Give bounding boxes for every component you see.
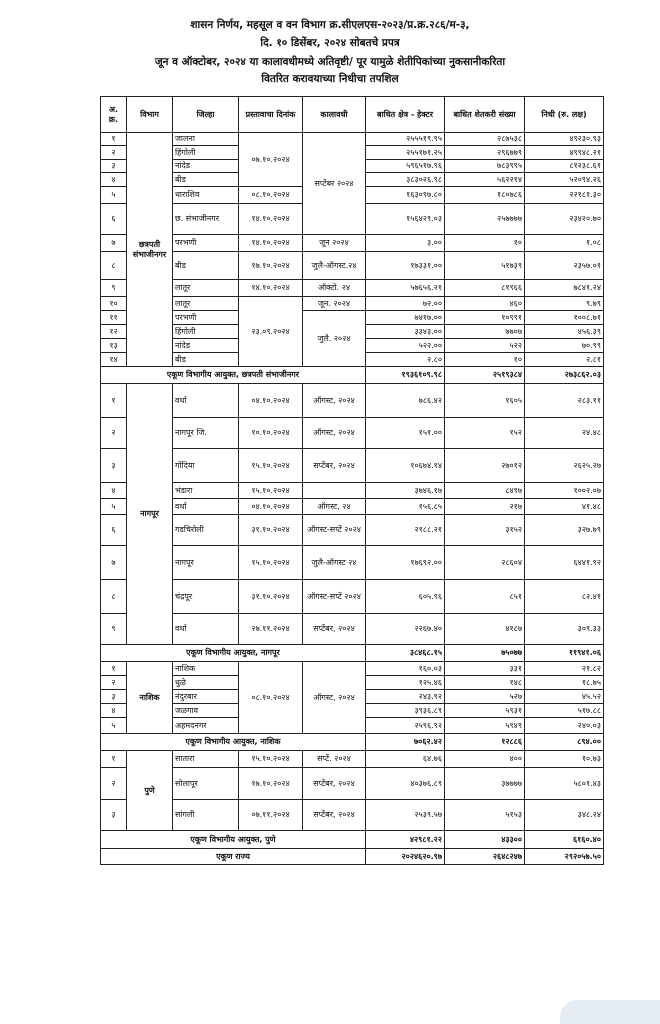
cell-sr: ४ [101,173,127,187]
cell-district: नागपूर [173,546,239,580]
col-header-period: कालावधी [303,97,366,133]
total-label: एकूण विभागीय आयुक्त, नाशिक [101,734,366,751]
cell-sr: २ [101,768,127,800]
cell-fund: ३२७.७९ [525,515,604,546]
cell-date: १४.१०.२०२४ [239,235,303,252]
cell-district: परभणी [173,235,239,252]
cell-sr: १ [101,384,127,418]
cell-fund: ४५.५२ [525,690,604,704]
total-fund: २७३८६२.०३ [525,367,604,384]
cell-farmers: ८१९६६ [445,280,525,297]
cell-date: ३१.१०.२०२४ [239,580,303,614]
cell-sr: २ [101,676,127,690]
cell-period: सप्टेंबर, २०२४ [303,614,366,645]
cell-sr: २ [101,418,127,449]
cell-district: वर्धा [173,499,239,515]
cell-farmers: १० [445,353,525,367]
cell-area: २५३९.५७ [366,800,445,831]
cell-farmers: ५१५३ [445,800,525,831]
cell-fund: १००८.७१ [525,311,604,325]
cell-area: ५२२.०० [366,339,445,353]
cell-district: हिंगोली [173,146,239,160]
header-line-4: वितरित करावयाच्या निधीचा तपशिल [261,73,399,85]
division-total-row [101,367,604,384]
table-row [101,800,604,831]
cell-district: धुळे [173,676,239,690]
cell-period [303,483,366,499]
cell-fund: २३४२०.७० [525,204,604,235]
table-row [101,580,604,614]
table-row [101,662,604,676]
division-name: नाशिक [127,662,173,734]
header-line-3: जून व ऑक्टोबर, २०२४ या कालावधीमध्ये अतिवृष्टी/ पूर यामुळे शेतीपिकांच्या नुकसानीकरिता [154,56,506,68]
cell-area: १६३०९७.८० [366,187,445,204]
cell-date: १७.१०.२०२४ [239,252,303,280]
state-total-area: २०२४६२०.९७ [366,849,445,865]
cell-district: सांगली [173,800,239,831]
cell-sr: ९ [101,280,127,297]
cell-fund: ९.७९ [525,297,604,311]
cell-area: ३८३०२६.९८ [366,173,445,187]
cell-date: ३१.१०.२०२४ [239,515,303,546]
cell-fund: २३५७.०१ [525,252,604,280]
table-row [101,297,604,311]
cell-area: २.८० [366,353,445,367]
cell-fund: ८१२३८.६१ [525,160,604,173]
cell-fund: ४५६.३९ [525,325,604,339]
total-fund: ८९४.०० [525,734,604,751]
table-row [101,311,604,325]
cell-district: चंद्रपूर [173,580,239,614]
cell-date: २३.०९.२०२४ [239,297,303,367]
col-header-farmers: बाधित शेतकरी संख्या [445,97,525,133]
cell-fund: २४०.०३ [525,718,604,734]
total-farmers: २५१९३८४ [445,367,525,384]
cell-district: वर्धा [173,384,239,418]
table-row [101,768,604,800]
total-label: एकूण विभागीय आयुक्त, पुणे [101,831,366,849]
col-header-date: प्रस्तावाचा दिनांक [239,97,303,133]
division-name: छत्रपती संभाजीनगर [127,133,173,367]
total-area: ३८४६८.१५ [366,645,445,662]
cell-area: ६४.७६ [366,751,445,768]
cell-farmers: ८४९७ [445,483,525,499]
cell-area: ७८६.४२ [366,384,445,418]
cell-date: १०.१०.२०२४ [239,418,303,449]
cell-district: जळगाव [173,704,239,718]
cell-date: १५.१०.२०२४ [239,483,303,499]
cell-sr: १ [101,751,127,768]
cell-district: नागपूर जि. [173,418,239,449]
cell-district: बीड [173,252,239,280]
cell-sr: ८ [101,252,127,280]
cell-district: सोलापूर [173,768,239,800]
cell-fund: २८३.११ [525,384,604,418]
cell-district: बीड [173,173,239,187]
cell-farmers: १८०७८६ [445,187,525,204]
cell-date: २७.११.२०२४ [239,614,303,645]
cell-farmers: ५६२२१४ [445,173,525,187]
cell-area: २५५१७१.२५ [366,146,445,160]
cell-fund: ८२.४१ [525,580,604,614]
cell-sr: ३ [101,690,127,704]
table-row [101,483,604,499]
cell-fund: २६२५.२७ [525,449,604,483]
cell-sr: ६ [101,515,127,546]
cell-farmers: १६०५ [445,384,525,418]
table-row [101,751,604,768]
cell-area: १५६.८५ [366,499,445,515]
state-total-fund: २९२०५७.५० [525,849,604,865]
state-total-farmers: २६४८२४७ [445,849,525,865]
cell-date: ०८.१०.२०२४ [239,662,303,734]
cell-sr: ३ [101,160,127,173]
cell-area: २५५५१९.९५ [366,133,445,146]
col-header-district: जिल्हा [173,97,239,133]
cell-area: १६०.०३ [366,662,445,676]
cell-district: जालना [173,133,239,146]
cell-period: सप्टेंबर, २०२४ [303,800,366,831]
cell-fund: ५१७.८८ [525,704,604,718]
cell-district: छ. संभाजीनगर [173,204,239,235]
cell-area: ३९३६.८९ [366,704,445,718]
cell-period: सप्टेंबर, २०२४ [303,449,366,483]
col-header-area: बाधित क्षेत्र - हेक्टर [366,97,445,133]
cell-area: १७६९२.०० [366,546,445,580]
total-fund: ११९४१.०६ [525,645,604,662]
cell-sr: १३ [101,339,127,353]
cell-area: २४३.९२ [366,690,445,704]
cell-area: ७४१७.०० [366,311,445,325]
cell-district: भंडारा [173,483,239,499]
cell-period: सप्टेंबर, २०२४ [303,768,366,800]
table-header-row [101,97,604,133]
cell-period: ऑगस्ट-सप्टें २०२४ [303,580,366,614]
cell-farmers: १४८ [445,676,525,690]
table-row [101,235,604,252]
cell-sr: ९ [101,614,127,645]
cell-period: जून. २०२४ [303,297,366,311]
cell-farmers: ४०० [445,751,525,768]
cell-period: जून २०२४ [303,235,366,252]
cell-date: १५.१०.२०२४ [239,751,303,768]
cell-farmers: ७७०७ [445,325,525,339]
division-name: नागपूर [127,384,173,645]
total-label: एकूण विभागीय आयुक्त, छत्रपती संभाजीनगर [101,367,366,384]
table-row [101,252,604,280]
division-name: पुणे [127,751,173,831]
cell-area: ७२.०० [366,297,445,311]
cell-sr: १ [101,662,127,676]
cell-fund: २२१८१.३० [525,187,604,204]
cell-sr: २ [101,146,127,160]
cell-period: ऑगस्ट, २४ [303,499,366,515]
cell-fund: ७०.९९ [525,339,604,353]
cell-period: ऑगस्ट, २०२४ [303,662,366,734]
cell-farmers: ५१७३९ [445,252,525,280]
cell-farmers: १५२ [445,418,525,449]
state-total-label: एकूण राज्य [101,849,366,865]
cell-district: गोंदिया [173,449,239,483]
cell-farmers: ३३१ [445,662,525,676]
cell-farmers: ३७७७७ [445,768,525,800]
cell-date: ०४.१०.२०२४ [239,384,303,418]
table-row [101,280,604,297]
cell-sr: ७ [101,546,127,580]
cell-farmers: २८७५३८ [445,133,525,146]
cell-sr: ५ [101,499,127,515]
cell-farmers: २८६०४ [445,546,525,580]
col-header-division: विभाग [127,97,173,133]
cell-area: २१८८.२१ [366,515,445,546]
cell-fund: १००२.०७ [525,483,604,499]
cell-district: नाशिक [173,662,239,676]
cell-sr: ६ [101,204,127,235]
table-row [101,546,604,580]
cell-sr: १ [101,133,127,146]
cell-fund: ४१.४८ [525,499,604,515]
cell-area: २५९६.९२ [366,718,445,734]
cell-farmers: २१७ [445,499,525,515]
cell-date: ०७.११.२०२४ [239,800,303,831]
total-farmers: ७५०७७ [445,645,525,662]
cell-district: बीड [173,353,239,367]
cell-date: ०७.१०.२०२४ [239,133,303,187]
table-row [101,515,604,546]
table-row [101,384,604,418]
cell-fund: ३०९.३३ [525,614,604,645]
cell-area: ५९६५१७.९६ [366,160,445,173]
cell-area: १५१.०० [366,418,445,449]
cell-farmers: १०९९१ [445,311,525,325]
table-row [101,418,604,449]
cell-period: सप्टें. २०२४ [303,751,366,768]
cell-fund: ४९२३०.९३ [525,133,604,146]
fund-distribution-table [100,96,604,865]
total-farmers: १२८८६ [445,734,525,751]
cell-farmers: ८५१ [445,580,525,614]
cell-farmers: ५२२ [445,339,525,353]
cell-fund: ४९९४८.२१ [525,146,604,160]
cell-fund: १०.७३ [525,751,604,768]
cell-period: सप्टेंबर २०२४ [303,133,366,235]
division-total-row [101,734,604,751]
table-row [101,133,604,146]
total-label: एकूण विभागीय आयुक्त, नागपूर [101,645,366,662]
header-line-1: शासन निर्णय, महसूल व वन विभाग क्र.सीएलएस-२०२३/प्र.क्र.२८६/म-३, [190,19,470,31]
cell-period: जुलै-ऑगस्ट २४ [303,546,366,580]
header-line-2: दि. १० डिसेंबर, २०२४ सोबतचे प्रपत्र [260,37,400,49]
total-farmers: ४३३०० [445,831,525,849]
cell-district: परभणी [173,311,239,325]
cell-district: नंदुरबार [173,690,239,704]
total-fund: ६१६०.४० [525,831,604,849]
cell-district: नांदेड [173,339,239,353]
cell-fund: १.०८ [525,235,604,252]
corner-overlay [560,1000,660,1024]
cell-area: ५७६५६.२१ [366,280,445,297]
cell-fund: ६४४१.९२ [525,546,604,580]
cell-fund: ५८०१.४३ [525,768,604,800]
cell-area: १०६७४.१४ [366,449,445,483]
cell-fund: ३४८.२४ [525,800,604,831]
cell-area: १२५.४६ [366,676,445,690]
cell-district: सातारा [173,751,239,768]
cell-farmers: ७८३९९५ [445,160,525,173]
division-total-row [101,645,604,662]
cell-district: अहमदनगर [173,718,239,734]
cell-district: लातूर [173,297,239,311]
cell-district: लातूर [173,280,239,297]
cell-date: १५.१०.२०२४ [239,546,303,580]
cell-period: जुलै-ऑगस्ट.२४ [303,252,366,280]
cell-fund: २१.८२ [525,662,604,676]
cell-fund: ५२०९४.२६ [525,173,604,187]
cell-district: वर्धा [173,614,239,645]
cell-sr: १२ [101,325,127,339]
cell-farmers: ४१८७ [445,614,525,645]
cell-sr: १० [101,297,127,311]
total-area: ७०६२.४२ [366,734,445,751]
cell-period: ऑगस्ट, २०२४ [303,384,366,418]
col-header-sr: अ. क्र. [101,97,127,133]
cell-area: २२६७.४० [366,614,445,645]
cell-area: ३.०० [366,235,445,252]
cell-period: ऑगस्ट, २०२४ [303,418,366,449]
cell-farmers: २५७७७७ [445,204,525,235]
cell-period: जुलै. २०२४ [303,311,366,367]
cell-sr: ८ [101,580,127,614]
cell-sr: १४ [101,353,127,367]
cell-period: ऑगस्ट-सप्टें २०२४ [303,515,366,546]
cell-district: नांदेड [173,160,239,173]
col-header-fund: निधी (रु. लक्ष) [525,97,604,133]
table-row [101,499,604,515]
cell-district: हिंगोली [173,325,239,339]
cell-area: ४०३७६.८९ [366,768,445,800]
cell-sr: ५ [101,187,127,204]
cell-date: १५.१०.२०२४ [239,449,303,483]
cell-farmers: ५२७ [445,690,525,704]
table-row [101,614,604,645]
cell-date: १४.१०.२०२४ [239,280,303,297]
cell-sr: ७ [101,235,127,252]
cell-sr: ५ [101,718,127,734]
cell-area: १५६४२९.०३ [366,204,445,235]
cell-period: ऑक्टो. २४ [303,280,366,297]
cell-area: ३३४३.०० [366,325,445,339]
cell-date: १४.१०.२०२४ [239,204,303,235]
cell-district: धाराशिव [173,187,239,204]
cell-farmers: २९६७७९ [445,146,525,160]
cell-date: १७.१०.२०२४ [239,768,303,800]
total-area: ४२९८१.२२ [366,831,445,849]
cell-sr: ३ [101,449,127,483]
cell-farmers: १० [445,235,525,252]
cell-sr: ४ [101,704,127,718]
cell-sr: ३ [101,800,127,831]
cell-farmers: ४६० [445,297,525,311]
cell-farmers: ३१५२ [445,515,525,546]
cell-area: १७३३१.०० [366,252,445,280]
cell-farmers: ५९३१ [445,704,525,718]
cell-sr: ११ [101,311,127,325]
cell-fund: ७८४१.२४ [525,280,604,297]
cell-fund: २.८१ [525,353,604,367]
cell-date: ०८.१०.२०२४ [239,187,303,204]
cell-fund: १८.७५ [525,676,604,690]
cell-district: गडचिरोली [173,515,239,546]
table-row [101,449,604,483]
total-area: १९३६१०९.९८ [366,367,445,384]
cell-farmers: ५९४९ [445,718,525,734]
cell-area: ६०५.९६ [366,580,445,614]
cell-farmers: २७०१२ [445,449,525,483]
state-total-row [101,849,604,865]
cell-fund: २४.४८ [525,418,604,449]
cell-area: ३७४६.१७ [366,483,445,499]
cell-date: ०४.१०.२०२४ [239,499,303,515]
cell-sr: ४ [101,483,127,499]
division-total-row [101,831,604,849]
